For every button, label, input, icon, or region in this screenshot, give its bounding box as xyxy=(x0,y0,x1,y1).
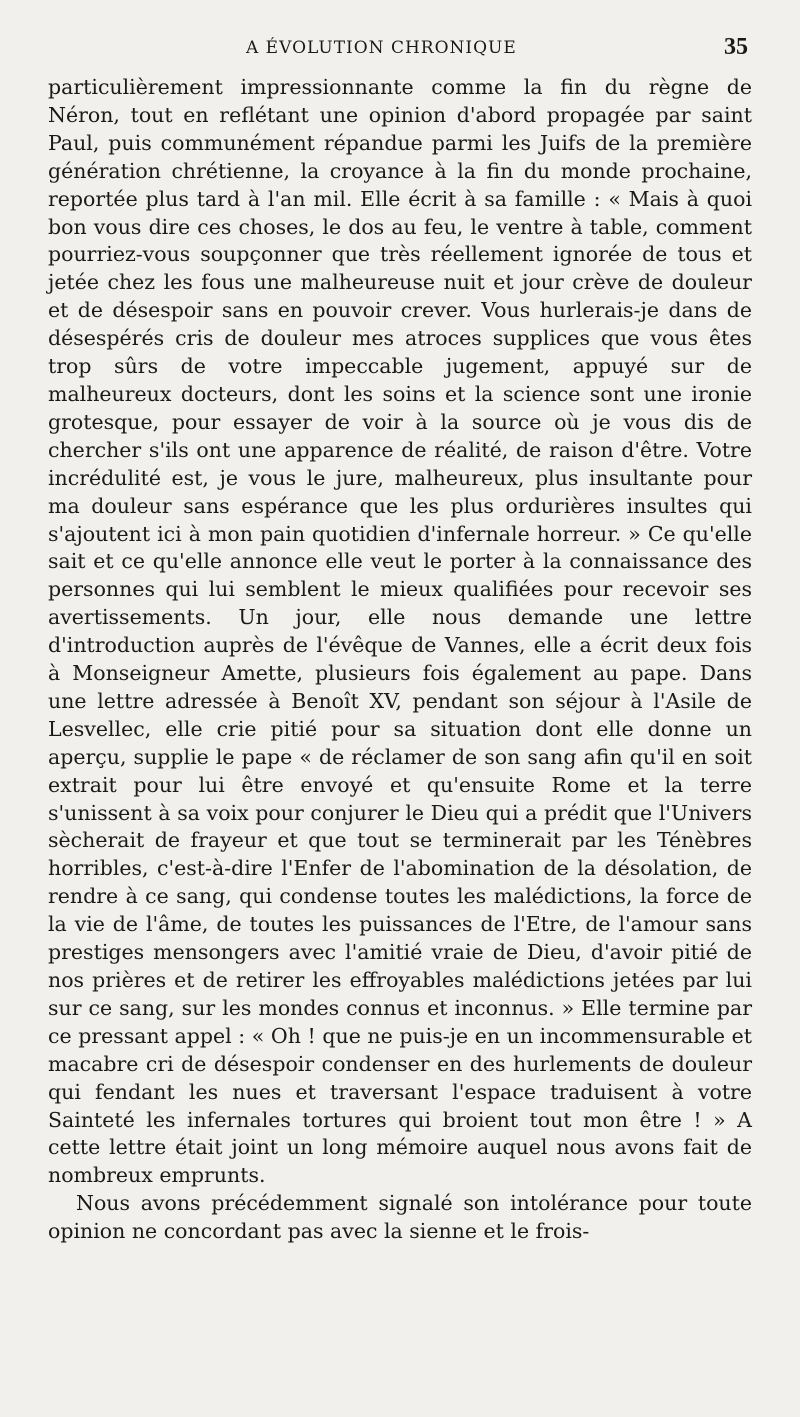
page-number: 35 xyxy=(724,34,748,60)
paragraph: particulièrement impressionnante comme la fin du règne de Néron, tout en reflétant une opinion d'abord propagée par saint Paul, puis communément répandue parmi les Juifs de la première génération chrétienne, la croyance à la fin du monde prochaine, reportée plus tard à l'an mil. Elle écrit à sa famille : « Mais à quoi bon vous dire ces choses, le dos au feu, le ventre à table, comment pourriez-vous soupçonner que très réellement ignorée de tous et jetée chez les fous une malheureuse nuit et jour crève de douleur et de désespoir sans en pouvoir crever. Vous hurlerais-je dans de désespérés cris de douleur mes atroces supplices que vous êtes trop sûrs de votre impeccable jugement, appuyé sur de malheureux docteurs, dont les soins et la science sont une ironie grotesque, pour essayer de voir à la source où je vous dis de chercher s'ils ont une apparence de réalité, de raison d'être. Votre incrédulité est, je vous le jure, malheureux, plus insultante pour ma douleur sans espérance que les plus ordurières insultes qui s'ajoutent ici à mon pain quotidien d'infernale horreur. » Ce qu'elle sait et ce qu'elle annonce elle veut le porter à la connaissance des personnes qui lui semblent le mieux qualifiées pour recevoir ses avertissements. Un jour, elle nous demande une lettre d'introduction auprès de l'évêque de Vannes, elle a écrit deux fois à Monseigneur Amette, plusieurs fois également au pape. Dans une lettre adressée à Benoît XV, pendant son séjour à l'Asile de Lesvellec, elle crie pitié pour sa situation dont elle donne un aperçu, supplie le pape « de réclamer de son sang afin qu'il en soit extrait pour lui être envoyé et qu'ensuite Rome et la terre s'unissent à sa voix pour conjurer le Dieu qui a prédit que l'Univers sècherait de frayeur et que tout se terminerait par les Ténèbres horribles, c'est-à-dire l'Enfer de l'abomination de la désolation, de rendre à ce sang, qui condense toutes les malédictions, la force de la vie de l'âme, de toutes les puissances de l'Etre, de l'amour sans prestiges mensongers avec l'amitié vraie de Dieu, d'avoir pitié de nos prières et de retirer les effroyables malédictions jetées par lui sur ce sang, sur les mondes connus et inconnus. » Elle termine par ce pressant appel : « Oh ! que ne puis-je en un incommensurable et macabre cri de désespoir condenser en des hurlements de douleur qui fendant les nues et traversant l'espace traduisent à votre Sainteté les infernales tortures qui broient tout mon être ! » A cette lettre était joint un long mémoire auquel nous avons fait de nombreux emprunts. xyxy=(48,75,752,1188)
body-text xyxy=(48,74,752,1246)
running-title: A ÉVOLUTION CHRONIQUE xyxy=(246,38,517,58)
paragraph: Nous avons précédemment signalé son intolérance pour toute opinion ne concordant pas avec la sienne et le frois- xyxy=(48,1191,752,1244)
running-head xyxy=(48,34,752,74)
